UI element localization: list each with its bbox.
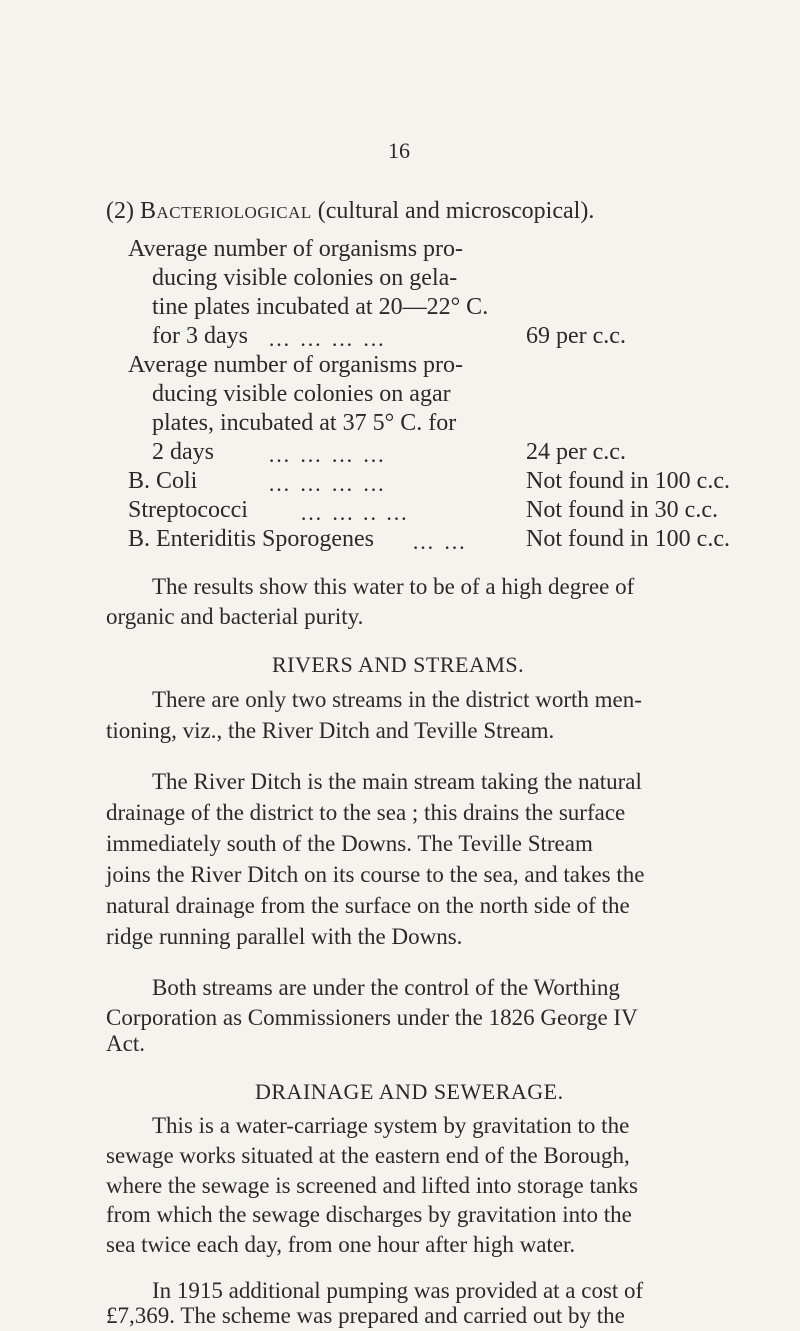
agar-value: 24 per c.c. [526,439,626,465]
gelatine-line: ducing visible colonies on gela- [152,265,458,291]
rivers-p2-line: ridge running parallel with the Downs. [106,924,463,949]
gelatine-line: tine plates incubated at 20—22° C. [152,294,489,320]
gelatine-value: 69 per c.c. [526,323,626,349]
leader-dots: … … [412,529,468,554]
enteriditis-value: Not found in 100 c.c. [526,526,730,552]
agar-line: plates, incubated at 37 5° C. for [152,410,457,436]
leader-dots: … … … … [268,442,387,467]
rivers-p3-line: Corporation as Commissioners under the 1826 George IV [106,1005,638,1030]
drainage-heading: DRAINAGE AND SEWERAGE. [255,1079,564,1104]
bacteriological-heading [106,197,594,225]
rivers-p2-line: natural drainage from the surface on the north side of the [106,893,630,918]
coli-value: Not found in 100 c.c. [526,468,730,494]
section-title: Bacteriological [139,198,312,224]
section-subtitle: (cultural and microscopical). [317,198,595,224]
drainage-p1-line: sea twice each day, from one hour after high water. [106,1232,576,1257]
gelatine-line: Average number of organisms pro- [128,236,464,262]
leader-dots: … … … … [268,471,387,496]
rivers-heading: RIVERS AND STREAMS. [272,652,525,677]
rivers-p3-line: Act. [106,1031,145,1056]
drainage-p2-line: In 1915 additional pumping was provided at a cost of [152,1278,644,1303]
conclusion-line: organic and bacterial purity. [106,604,364,629]
rivers-p2-line: The River Ditch is the main stream taking the natural [152,769,642,794]
gelatine-line: for 3 days [152,323,248,349]
rivers-p1-line: There are only two streams in the district worth men- [152,687,642,712]
page-number: 16 [388,138,410,163]
rivers-p1-line: tioning, viz., the River Ditch and Teville Stream. [106,718,555,743]
agar-line: ducing visible colonies on agar [152,381,451,407]
leader-dots: … … … … [268,326,387,351]
drainage-p1-line: from which the sewage discharges by gravitation into the [106,1202,632,1227]
streptococci-value: Not found in 30 c.c. [526,497,718,523]
agar-line: 2 days [152,439,214,465]
conclusion-line: The results show this water to be of a high degree of [152,574,635,599]
drainage-p1-line: where the sewage is screened and lifted into storage tanks [106,1173,638,1198]
leader-dots: … … .. … [300,500,410,525]
drainage-p1-line: This is a water-carriage system by gravitation to the [152,1113,630,1138]
enteriditis-label: B. Enteriditis Sporogenes [128,526,374,552]
drainage-p1-line: sewage works situated at the eastern end of the Borough, [106,1143,630,1168]
agar-line: Average number of organisms pro- [128,352,464,378]
streptococci-label: Streptococci [128,497,248,523]
section-number: (2) [106,198,134,224]
rivers-p3-line: Both streams are under the control of the Worthing [152,975,620,1000]
drainage-p2-line: £7,369. The scheme was prepared and carried out by the [106,1303,625,1328]
coli-label: B. Coli [128,468,198,494]
rivers-p2-line: drainage of the district to the sea ; this drains the surface [106,800,626,825]
rivers-p2-line: joins the River Ditch on its course to the sea, and takes the [106,862,645,887]
rivers-p2-line: immediately south of the Downs. The Teville Stream [106,831,593,856]
